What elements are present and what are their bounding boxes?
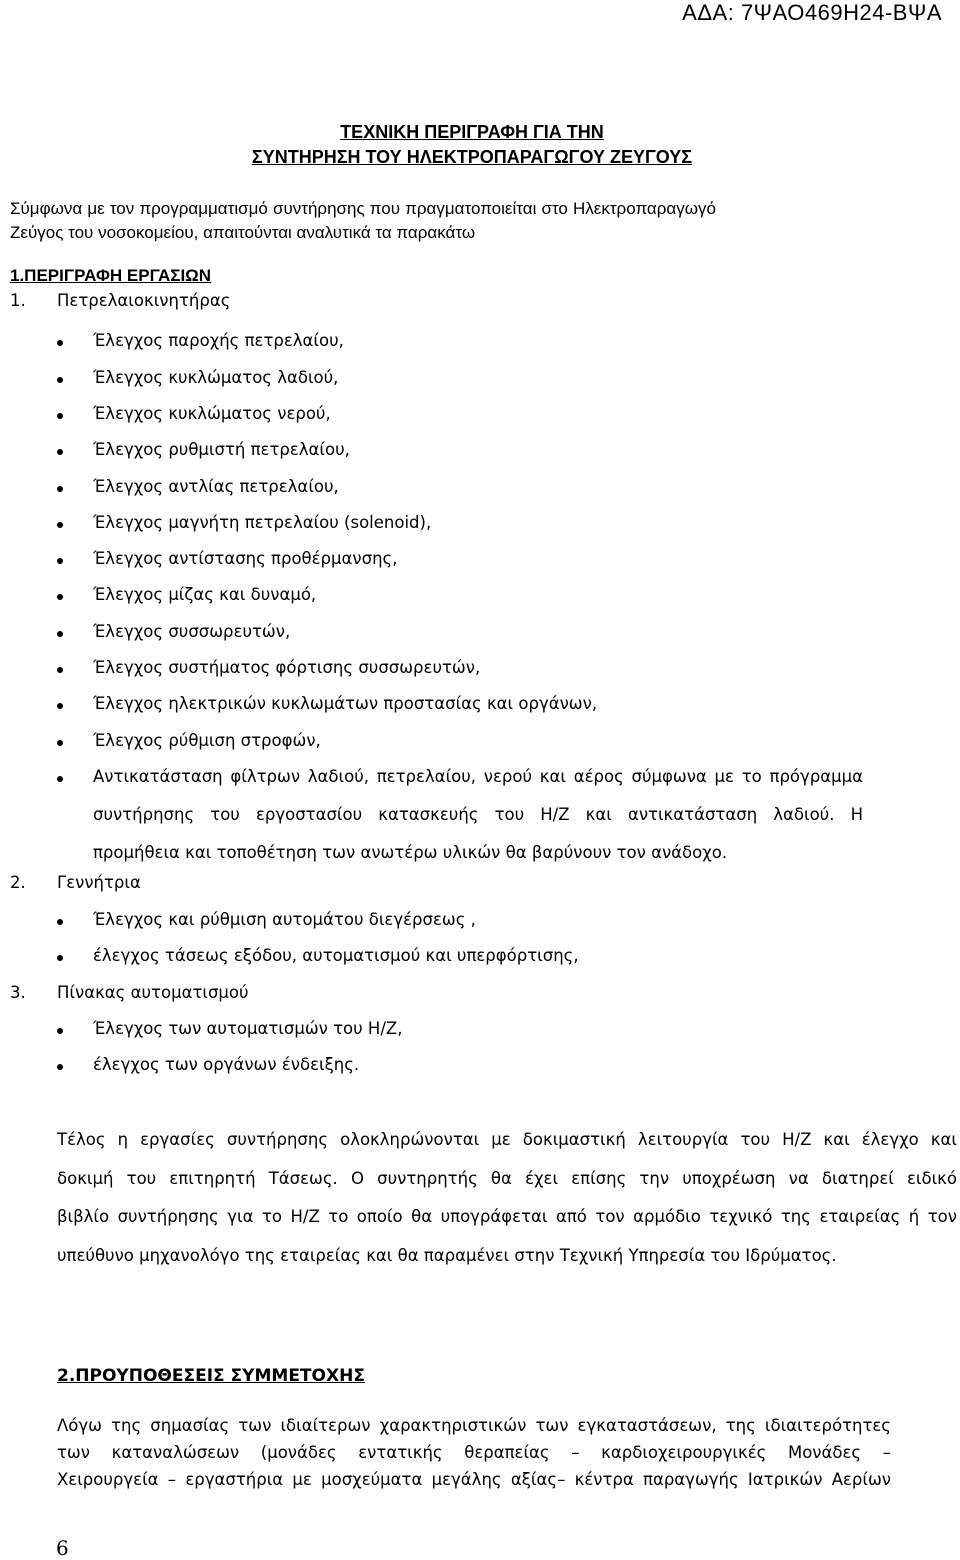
participation-line-3: Χειρουργεία – εργαστήρια με μοσχεύματα μεγάλης αξίας– κέντρα παραγωγής Ιατρικών Αερίων [57, 1470, 891, 1489]
generator-number: 2. [10, 873, 26, 892]
bullet-icon [57, 740, 63, 746]
intro-line-1: Σύμφωνα με τον προγραμματισμό συντήρησης που πραγματοποιείται στο Ηλεκτροπαραγωγό [10, 199, 716, 218]
bullet-icon [57, 631, 63, 637]
engine-number: 1. [10, 291, 26, 310]
section-2-heading: 2.ΠΡΟΥΠΟΘΕΣΕΙΣ ΣΥΜΜΕΤΟΧΗΣ [57, 1366, 365, 1386]
bullet-icon [57, 955, 63, 961]
bullet-icon [57, 703, 63, 709]
closing-line-1: Τέλος η εργασίες συντήρησης ολοκληρώνονται με δοκιμαστική λειτουργία του Η/Ζ και έλεγχο και [57, 1130, 957, 1149]
ada-header: ΑΔΑ: 7ΨΑΟ469Η24-ΒΨΑ [682, 0, 942, 25]
filter-line-1: Αντικατάσταση φίλτρων λαδιού, πετρελαίου, νερού και αέρος σύμφωνα με το πρόγραμμα [93, 767, 863, 786]
closing-paragraph [57, 1121, 957, 1275]
participation-line-2: των καταναλώσεων (μονάδες εντατικής θεραπείας – καρδιοχειρουργικές Μονάδες – [57, 1443, 891, 1462]
bullet-icon [57, 776, 63, 782]
bullet-icon [57, 486, 63, 492]
bullet-icon [57, 413, 63, 419]
bullet-icon [57, 594, 63, 600]
closing-line-4: υπεύθυνο μηχανολόγο της εταιρείας και θα παραμένει στην Τεχνική Υπηρεσία του Ιδρύματος. [57, 1245, 837, 1265]
bullet-icon [57, 1064, 63, 1070]
generator-heading [10, 873, 141, 892]
bullet-icon [57, 449, 63, 455]
bullet-icon [57, 340, 63, 346]
bullet-icon [57, 558, 63, 564]
page-number: 6 [56, 1536, 69, 1560]
bullet-icon [57, 919, 63, 925]
engine-heading [10, 291, 230, 310]
bullet-icon [57, 667, 63, 673]
filter-line-3: προμήθεια και τοποθέτηση των ανωτέρω υλικών θα βαρύνουν τον ανάδοχο. [93, 843, 728, 862]
title-line-1: ΤΕΧΝΙΚΗ ΠΕΡΙΓΡΑΦΗ ΓΙΑ ΤΗΝ [340, 122, 604, 142]
bullet-icon [57, 1028, 63, 1034]
intro-line-2: Ζεύγος του νοσοκομείου, απαιτούνται αναλυτικά τα παρακάτω [10, 223, 476, 242]
bullet-icon [57, 522, 63, 528]
filter-line-2: συντήρησης του εργοστασίου κατασκευής του Η/Ζ και αντικατάσταση λαδιού. Η [93, 805, 863, 824]
closing-line-2: δοκιμή του επιτηρητή Τάσεως. Ο συντηρητής θα έχει επίσης την υποχρέωση να διατηρεί ειδικό [57, 1168, 957, 1188]
panel-label: Πίνακας αυτοματισμού [57, 983, 249, 1002]
filter-replacement-item [93, 758, 863, 872]
participation-paragraph [57, 1412, 891, 1493]
generator-label: Γεννήτρια [57, 873, 141, 892]
bullet-icon [57, 377, 63, 383]
panel-number: 3. [10, 983, 26, 1002]
participation-line-1: Λόγω της σημασίας των ιδιαίτερων χαρακτηριστικών των εγκαταστάσεων, της ιδιαιτερότητες [57, 1416, 891, 1435]
section-1-heading: 1.ΠΕΡΙΓΡΑΦΗ ΕΡΓΑΣΙΩΝ [10, 266, 212, 285]
title-line-2: ΣΥΝΤΗΡΗΣΗ ΤΟΥ ΗΛΕΚΤΡΟΠΑΡΑΓΩΓΟΥ ΖΕΥΓΟΥΣ [251, 147, 693, 167]
panel-heading [10, 983, 249, 1002]
intro-paragraph [10, 197, 716, 245]
engine-label: Πετρελαιοκινητήρας [57, 291, 231, 310]
closing-line-3: βιβλίο συντήρησης για το Η/Ζ το οποίο θα υπογράφεται από τον αρμόδιο τεχνικό της εταιρείας ή τον [57, 1207, 957, 1226]
